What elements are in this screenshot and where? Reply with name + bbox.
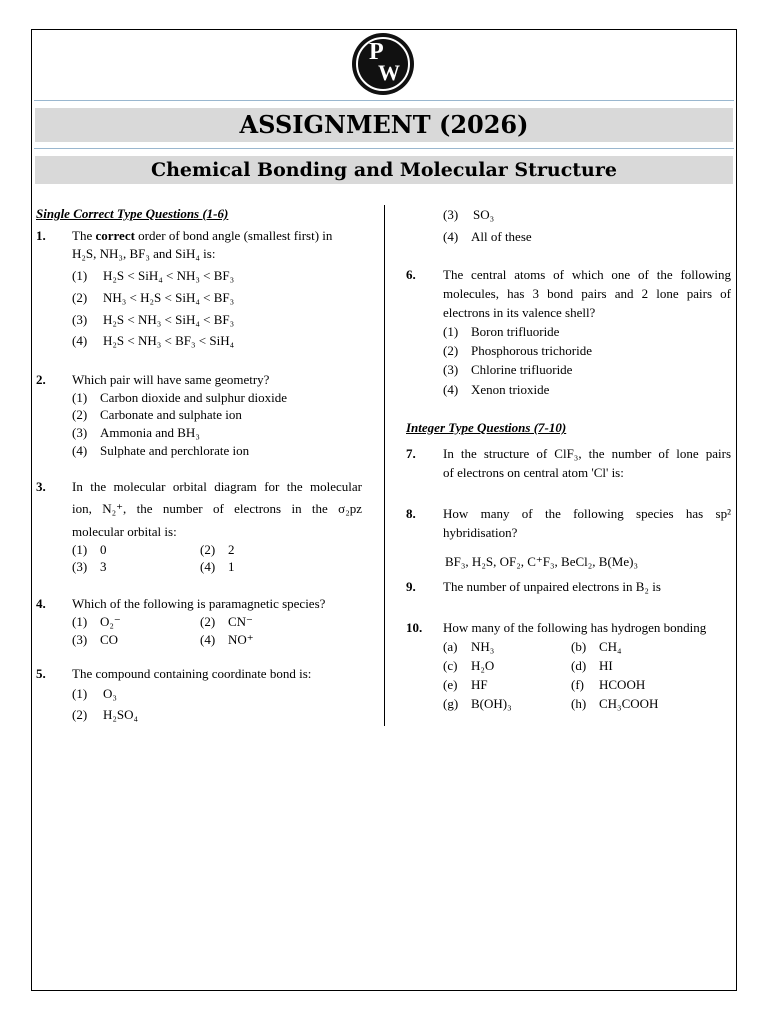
q1-opt3-label: (3) — [72, 312, 88, 327]
q4-opt4-label: (4) — [200, 632, 216, 647]
q2-opt4-text: Sulphate and perchlorate ion — [100, 443, 250, 458]
q7-line1: In the structure of ClF₃, the number of lone pairs — [443, 446, 731, 461]
q5-text: The compound containing coordinate bond is: — [72, 666, 312, 681]
q10-opt-a-label: (a) — [443, 639, 458, 654]
q2-opt2-label: (2) — [72, 407, 88, 422]
q3-line3: molecular orbital is: — [72, 524, 177, 539]
q3-number: 3. — [36, 479, 46, 494]
q2-opt3-label: (3) — [72, 425, 88, 440]
q3-opt3-label: (3) — [72, 559, 88, 574]
q6-line2: molecules, has 3 bond pairs and 2 lone pairs of — [443, 286, 731, 301]
q5-opt3-text: SO₃ — [473, 207, 495, 222]
q5-opt4-text: All of these — [471, 229, 532, 244]
q6-opt3-label: (3) — [443, 362, 459, 377]
q4-opt3-text: CO — [100, 632, 119, 647]
section-title-integer: Integer Type Questions (7-10) — [406, 420, 567, 435]
q8-line2: hybridisation? — [443, 525, 518, 540]
q1-opt1-label: (1) — [72, 268, 88, 283]
q6-opt4-text: Xenon trioxide — [471, 382, 550, 397]
header-rule-middle — [34, 148, 734, 149]
q6-opt4-label: (4) — [443, 382, 459, 397]
q10-opt-h-text: CH₃COOH — [599, 696, 659, 711]
q10-opt-a-text: NH₃ — [471, 639, 495, 654]
q3-opt4-label: (4) — [200, 559, 216, 574]
q4-opt2-text: CN⁻ — [228, 614, 253, 629]
q5-opt4-label: (4) — [443, 229, 459, 244]
q3-opt3-text: 3 — [100, 559, 107, 574]
q5-opt2-text: H₂SO₄ — [103, 707, 139, 722]
q10-opt-c-text: H₂O — [471, 658, 495, 673]
column-divider — [384, 205, 385, 726]
q4-opt4-text: NO⁺ — [228, 632, 254, 647]
q3-line1: In the molecular orbital diagram for the molecular — [72, 479, 362, 494]
header-rule-top — [34, 100, 734, 101]
q4-opt3-label: (3) — [72, 632, 88, 647]
q2-opt1-text: Carbon dioxide and sulphur dioxide — [100, 390, 288, 405]
q10-opt-f-label: (f) — [571, 677, 584, 692]
q10-opt-e-label: (e) — [443, 677, 458, 692]
q9-number: 9. — [406, 579, 416, 594]
q5-number: 5. — [36, 666, 46, 681]
q4-number: 4. — [36, 596, 46, 611]
q6-opt3-text: Chlorine trifluoride — [471, 362, 573, 377]
q4-opt1-text: O₂⁻ — [100, 614, 121, 629]
q6-opt1-label: (1) — [443, 324, 459, 339]
chapter-title: Chemical Bonding and Molecular Structure — [35, 156, 733, 184]
q6-line3: electrons in its valence shell? — [443, 305, 596, 320]
logo-letter-w: W — [378, 60, 400, 85]
q9-text: The number of unpaired electrons in B₂ is — [443, 579, 661, 594]
q2-opt3-text: Ammonia and BH₃ — [100, 425, 200, 440]
q1-opt4-text: H₂S < NH₃ < BF₃ < SiH₄ — [103, 333, 235, 348]
q6-opt1-text: Boron trifluoride — [471, 324, 560, 339]
q3-line2: ion, N₂⁺, the number of electrons in the σ₂pz — [72, 501, 362, 516]
q10-opt-e-text: HF — [471, 677, 488, 692]
q10-opt-b-text: CH₄ — [599, 639, 622, 654]
q10-opt-h-label: (h) — [571, 696, 587, 711]
pw-logo — [352, 33, 414, 95]
q10-opt-c-label: (c) — [443, 658, 458, 673]
q10-text: How many of the following has hydrogen bonding — [443, 620, 707, 635]
q7-line2: of electrons on central atom 'Cl' is: — [443, 465, 624, 480]
q1-line1: The correct order of bond angle (smallest first) in — [72, 228, 333, 243]
q2-opt4-label: (4) — [72, 443, 88, 458]
q1-opt2-label: (2) — [72, 290, 88, 305]
q3-opt1-label: (1) — [72, 542, 88, 557]
q4-opt2-label: (2) — [200, 614, 216, 629]
q2-opt2-text: Carbonate and sulphate ion — [100, 407, 242, 422]
q4-opt1-label: (1) — [72, 614, 88, 629]
q3-opt2-text: 2 — [228, 542, 235, 557]
q6-number: 6. — [406, 267, 416, 282]
q10-opt-d-text: HI — [599, 658, 613, 673]
q8-formula: BF₃, H₂S, OF₂, C⁺F₃, BeCl₂, B(Me)₃ — [445, 554, 638, 569]
section-title-single-correct: Single Correct Type Questions (1-6) — [36, 206, 229, 221]
logo-letter-p: P — [369, 39, 384, 65]
q10-opt-g-text: B(OH)₃ — [471, 696, 512, 711]
q4-text: Which of the following is paramagnetic species? — [72, 596, 326, 611]
q2-text: Which pair will have same geometry? — [72, 372, 270, 387]
q7-number: 7. — [406, 446, 416, 461]
q10-opt-b-label: (b) — [571, 639, 587, 654]
q3-opt4-text: 1 — [228, 559, 235, 574]
q5-opt1-text: O₃ — [103, 686, 117, 701]
q6-opt2-label: (2) — [443, 343, 459, 358]
q8-number: 8. — [406, 506, 416, 521]
q3-opt2-label: (2) — [200, 542, 216, 557]
q8-line1: How many of the following species has sp² — [443, 506, 731, 521]
q1-opt2-text: NH₃ < H₂S < SiH₄ < BF₃ — [103, 290, 235, 305]
q6-line1: The central atoms of which one of the following — [443, 267, 731, 282]
q1-opt1-text: H₂S < SiH₄ < NH₃ < BF₃ — [103, 268, 235, 283]
q6-opt2-text: Phosphorous trichoride — [471, 343, 592, 358]
q10-number: 10. — [406, 620, 423, 635]
assignment-title: ASSIGNMENT (2026) — [35, 108, 733, 142]
q5-opt2-label: (2) — [72, 707, 88, 722]
q5-opt1-label: (1) — [72, 686, 88, 701]
q2-number: 2. — [36, 372, 46, 387]
q2-opt1-label: (1) — [72, 390, 88, 405]
q1-opt4-label: (4) — [72, 333, 88, 348]
q1-line2: H₂S, NH₃, BF₃ and SiH₄ is: — [72, 246, 216, 261]
q10-opt-d-label: (d) — [571, 658, 587, 673]
q10-opt-g-label: (g) — [443, 696, 459, 711]
q1-number: 1. — [36, 228, 46, 243]
q1-opt3-text: H₂S < NH₃ < SiH₄ < BF₃ — [103, 312, 235, 327]
q10-opt-f-text: HCOOH — [599, 677, 646, 692]
q5-opt3-label: (3) — [443, 207, 459, 222]
q3-opt1-text: 0 — [100, 542, 107, 557]
